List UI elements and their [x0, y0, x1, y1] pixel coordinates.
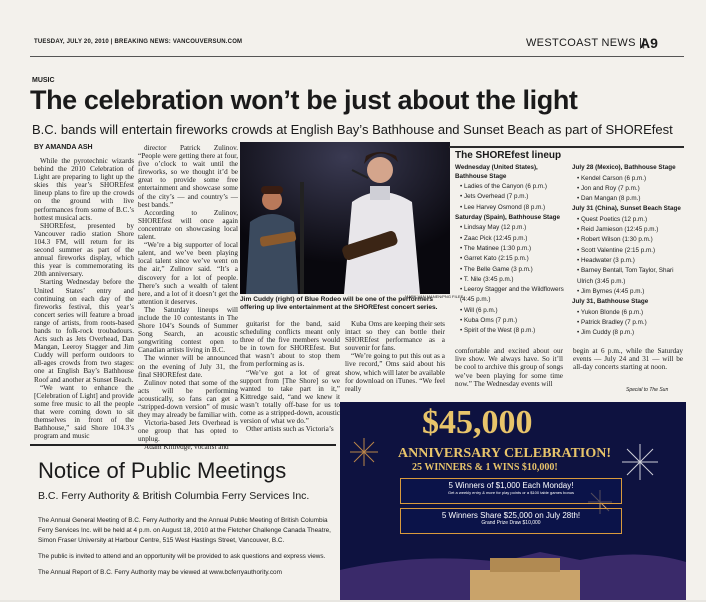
- lineup-item: • Spirit of the West (8 p.m.): [455, 326, 567, 336]
- paragraph: While the pyrotechnic wizards behind the 2010 Celebration of Light are preparing to light up the skies this year’s SHOREfest lineup plans to fire up the crowds on the ground with live performances from some of B.C.’s hottest musical acts.: [34, 157, 134, 222]
- header-rule: [30, 56, 684, 57]
- lineup-item: • Yukon Blonde (6 p.m.): [572, 308, 688, 318]
- ad-amount: $45,000: [422, 404, 533, 441]
- lineup-item: • The Matinee (1:30 p.m.): [455, 244, 567, 254]
- paragraph: The Saturday lineups will include the 10 contestants in The Shore 104’s Sounds of Summer Song Search, an acoustic songwriting contest open to Canadian artists living in B.C.: [138, 305, 238, 355]
- paragraph: Other artists such as Victoria’s: [246, 425, 334, 434]
- paragraph: “We’ve got a lot of great support from [The Shore] so we wanted to take part in it,” Kittredge said, “and we knew it wasn’t totally off-base for us to come as a stripped-down, acoustic version of what we do.”: [240, 368, 340, 426]
- lineup-item: • Leeroy Stagger and the Wildflowers (4:45 p.m.): [455, 285, 567, 306]
- lineup-item: • Scott Valentine (2:15 p.m.): [572, 246, 688, 256]
- casino-advertisement: [340, 402, 686, 600]
- lineup-heading: July 31 (China), Sunset Beach Stage: [572, 205, 681, 213]
- notice-paragraph: The Annual General Meeting of B.C. Ferry Authority and the Annual Public Meeting of British Columbia Ferry Services Inc. will be held at 4 p.m. on August 18, 2010 at the Fletcher Challenge Canada Theatre, Simon Fraser University at Harbour Centre, 515 West Hastings Street, Vancouver, B.C.: [38, 517, 331, 544]
- story-headline: The celebration won’t be just about the light: [30, 85, 578, 115]
- lineup-heading: July 28 (Mexico), Bathhouse Stage: [572, 164, 676, 171]
- story-kicker: MUSIC: [32, 77, 55, 84]
- notice-title: Notice of Public Meetings: [38, 458, 287, 483]
- ferry-notice: [30, 444, 336, 602]
- byline: BY AMANDA ASH: [34, 144, 93, 151]
- story-column-2: [138, 144, 238, 452]
- paragraph: guitarist for the band, said scheduling conflicts meant only three of the five members would be in town for SHOREfest. But that wasn’t about to stop them from performing as is.: [240, 320, 340, 369]
- lineup-item: • Jon and Roy (7 p.m.): [572, 184, 688, 194]
- paragraph: Victoria-based Jets Overhead is one group that has opted to unplug.: [138, 419, 238, 444]
- photo-credit: MARK VAN MANEN/PNG FILES: [405, 294, 464, 299]
- lineup-item: • Quest Poetics (12 p.m.): [572, 215, 688, 225]
- lineup-item: • T. Nile (3:45 p.m.): [455, 275, 567, 285]
- lineup-column-2: [572, 163, 688, 339]
- ad-headline: ANNIVERSARY CELEBRATION!: [398, 446, 612, 461]
- lineup-heading: July 31, Bathhouse Stage: [572, 298, 649, 306]
- sidebar-rule: [449, 146, 684, 148]
- paragraph: Starting Wednesday before the United States’ entry and continuing on each day of the fireworks festival, this year’s concert series will feature a broad range of artists, from roots-based bands to folk-rock troubadours. Acts such as Jets Overhead, Dan Mangan, Leeroy Stagger and Jim Cuddy will perform outdoors to all-ages crowds from two stages: one at English Bay’s Bathhouse Roof and another at Sunset Beach.: [34, 278, 134, 384]
- page-number: A9: [640, 35, 658, 51]
- paragraph: “We’re going to put this out as a live record,” Oms said about his show, which will later be available for download on iTunes. “We feel really: [345, 352, 445, 393]
- musicians-image: [240, 142, 450, 294]
- section-name: WESTCOAST NEWS ||: [526, 37, 646, 49]
- lineup-item: • Barney Bentall, Tom Taylor, Shari Ulrich (3:45 p.m.): [572, 266, 688, 287]
- lineup-item: • Reid Jamieson (12:45 p.m.): [572, 225, 688, 235]
- paragraph: “We’re a big supporter of local talent, and we’ve been playing local talent since we’ve went on the air,” Zulinov said. “It’s a discovery for a lot of people. There’s such a wealth of talent here, and a lot of it doesn’t get the attention it deserves.: [138, 241, 238, 306]
- lineup-item: • Jim Byrnes (4:45 p.m.): [572, 287, 688, 297]
- lineup-item: • Headwater (3 p.m.): [572, 256, 688, 266]
- lineup-item: • Jets Overhead (7 p.m.): [455, 192, 567, 202]
- lineup-column-1: [455, 163, 567, 337]
- continuation-right: begin at 6 p.m., while the Saturday events — July 24 and 31 — will be all-day concerts starting at noon.: [573, 347, 683, 372]
- lineup-item: • Garret Kato (2:15 p.m.): [455, 254, 567, 264]
- concert-photo: [240, 142, 450, 294]
- paragraph: “We want to enhance the [Celebration of Light] and provide some free music to all the people that were coming down to sit themselves in front of the Bathhouse,” said Shore 104.3’s program and music: [34, 383, 134, 441]
- story-column-4: [345, 320, 445, 393]
- paragraph: Kuba Oms are keeping their sets intact so they can bottle their SHOREfest performance as a souvenir for fans.: [345, 320, 445, 353]
- lineup-item: • Robert Wilson (1:30 p.m.): [572, 235, 688, 245]
- ad-monday-box: 5 Winners of $1,000 Each Monday! Get a weekly entry & more for play points or a $100 table games bonus: [400, 478, 622, 504]
- lineup-heading: Saturday (Spain), Bathhouse Stage: [455, 213, 560, 221]
- notice-paragraph: The public is invited to attend and an opportunity will be provided to ask questions and express views.: [38, 553, 326, 560]
- lineup-item: • Patrick Bradley (7 p.m.): [572, 318, 688, 328]
- lineup-item: • Will (6 p.m.): [455, 306, 567, 316]
- story-column-3: [240, 320, 340, 433]
- ad-winners: 25 WINNERS & 1 WINS $10,000!: [412, 462, 558, 473]
- continuation-left: comfortable and excited about our live show. We always have. So it’ll be cool to archive this group of songs we’ve been playing for some time now.” The Wednesday events will: [455, 347, 563, 388]
- lineup-item: • Kendel Carson (6 p.m.): [572, 174, 688, 184]
- notice-subtitle: B.C. Ferry Authority & British Columbia Ferry Services Inc.: [38, 490, 310, 502]
- photo-caption: Jim Cuddy (right) of Blue Rodeo will be one of the performers offering up live entertainment at the SHOREfest concert series.: [240, 296, 438, 311]
- lineup-item: • Lindsay May (12 p.m.): [455, 223, 567, 233]
- lineup-item: • Kuba Oms (7 p.m.): [455, 316, 567, 326]
- paragraph: SHOREfest, presented by Vancouver radio station Shore 104.3 FM, will return for its second summer as part of the annual fireworks display, which this year is commemorating its 20th anniversary.: [34, 221, 134, 279]
- ad-grand-prize-box: 5 Winners Share $25,000 on July 28th! Grand Prize Draw $10,000: [400, 508, 622, 534]
- paragraph: The winner will be announced on the evening of July 31, the final SHOREfest date.: [138, 354, 238, 379]
- notice-paragraph: The Annual Report of B.C. Ferry Authority may be viewed at www.bcferryauthority.com: [38, 569, 282, 576]
- story-column-1: [34, 144, 134, 440]
- notice-body: [38, 516, 334, 584]
- paragraph: Adam Kittredge, vocalist and: [144, 443, 229, 452]
- special-credit: Special to The Sun: [626, 387, 669, 393]
- lineup-item: • Lee Harvey Osmond (8 p.m.): [455, 203, 567, 213]
- lineup-item: • Ladies of the Canyon (6 p.m.): [455, 182, 567, 192]
- paragraph: According to Zulinov, SHOREfest will once again concentrate on showcasing local talent.: [138, 208, 238, 242]
- lineup-item: • Zaac Pick (12:45 p.m.): [455, 234, 567, 244]
- paragraph: Zulinov noted that some of the acts will be performing acoustically, so fans can get a “stripped-down version” of music they may already be familiar with.: [138, 378, 238, 420]
- lineup-item: • Dan Mangan (8 p.m.): [572, 194, 688, 204]
- story-deck: B.C. bands will entertain fireworks crowds at English Bay’s Bathhouse and Sunset Beach as part of SHOREfest: [32, 122, 673, 137]
- lineup-heading: Wednesday (United States), Bathhouse Stage: [455, 164, 538, 180]
- sidebar-title: The SHOREfest lineup: [455, 150, 562, 161]
- date-line: TUESDAY, JULY 20, 2010 | BREAKING NEWS: VANCOUVERSUN.COM: [34, 39, 243, 45]
- lineup-item: • The Belle Game (3 p.m.): [455, 265, 567, 275]
- paragraph: director Patrick Zulinov. “People were getting there at four, five o’clock to wait until the fireworks, so we thought it’d be great to provide some free entertainment and showcase some of the city’s — and country’s — best bands.”: [138, 144, 238, 209]
- lineup-item: • Jim Cuddy (8 p.m.): [572, 328, 688, 338]
